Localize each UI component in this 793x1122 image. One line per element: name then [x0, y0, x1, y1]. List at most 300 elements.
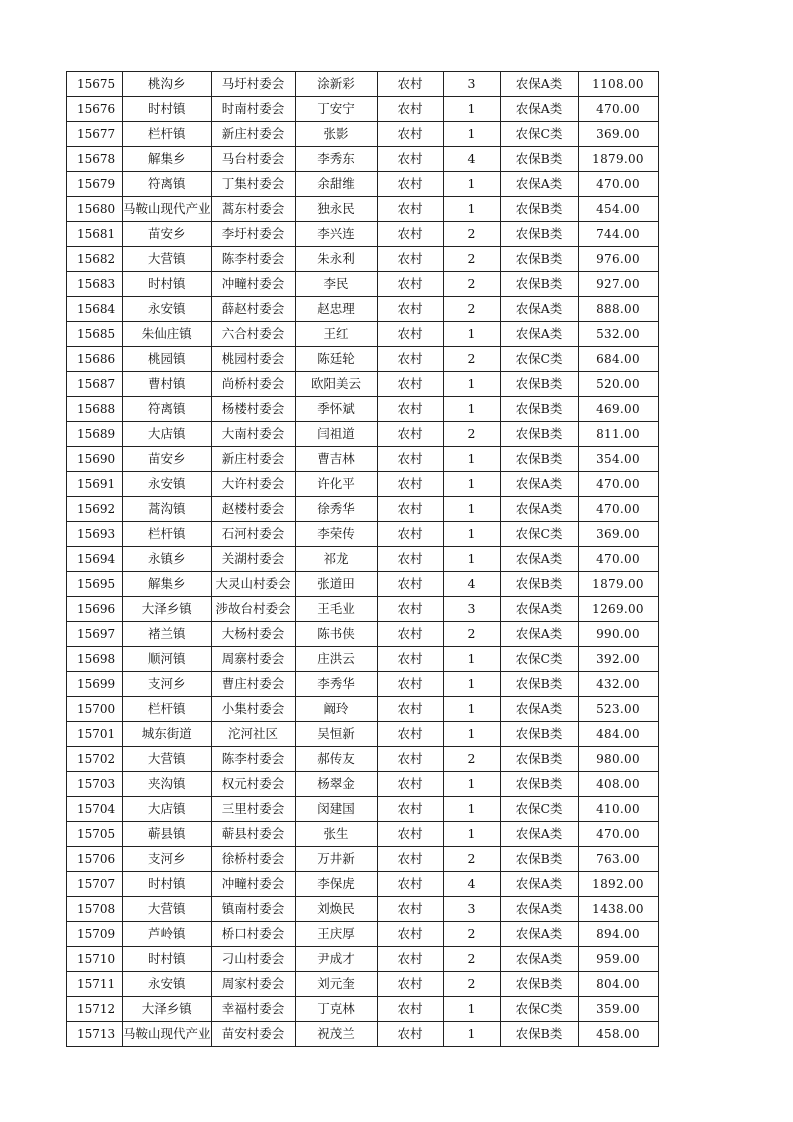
table-row [67, 747, 659, 772]
amount-cell: 804.00 [578, 972, 658, 997]
village-committee-cell: 苗安村委会 [211, 1022, 295, 1047]
amount-cell: 1438.00 [578, 897, 658, 922]
household-count-cell: 1 [443, 697, 500, 722]
village-committee-cell: 赵楼村委会 [211, 497, 295, 522]
village-committee-cell: 马台村委会 [211, 147, 295, 172]
table-row [67, 972, 659, 997]
table-row [67, 397, 659, 422]
township-cell: 解集乡 [123, 147, 212, 172]
insurance-category-cell: 农保A类 [500, 872, 578, 897]
table-row [67, 522, 659, 547]
record-id-cell: 15694 [67, 547, 123, 572]
township-cell: 大泽乡镇 [123, 597, 212, 622]
table-row [67, 847, 659, 872]
insurance-category-cell: 农保B类 [500, 447, 578, 472]
village-committee-cell: 桥口村委会 [211, 922, 295, 947]
name-cell: 曹吉林 [295, 447, 377, 472]
insurance-category-cell: 农保B类 [500, 222, 578, 247]
residence-type-cell: 农村 [377, 147, 443, 172]
record-id-cell: 15682 [67, 247, 123, 272]
residence-type-cell: 农村 [377, 697, 443, 722]
name-cell: 李荣传 [295, 522, 377, 547]
insurance-category-cell: 农保B类 [500, 847, 578, 872]
name-cell: 祁龙 [295, 547, 377, 572]
insurance-category-cell: 农保A类 [500, 172, 578, 197]
table-body [67, 72, 659, 1047]
village-committee-cell: 时南村委会 [211, 97, 295, 122]
name-cell: 李秀华 [295, 672, 377, 697]
household-count-cell: 1 [443, 547, 500, 572]
residence-type-cell: 农村 [377, 447, 443, 472]
table-row [67, 1022, 659, 1047]
village-committee-cell: 关湖村委会 [211, 547, 295, 572]
residence-type-cell: 农村 [377, 297, 443, 322]
village-committee-cell: 李圩村委会 [211, 222, 295, 247]
amount-cell: 354.00 [578, 447, 658, 472]
record-id-cell: 15690 [67, 447, 123, 472]
residence-type-cell: 农村 [377, 897, 443, 922]
insurance-category-cell: 农保C类 [500, 647, 578, 672]
township-cell: 大营镇 [123, 747, 212, 772]
insurance-category-cell: 农保C类 [500, 797, 578, 822]
amount-cell: 458.00 [578, 1022, 658, 1047]
village-committee-cell: 小集村委会 [211, 697, 295, 722]
amount-cell: 359.00 [578, 997, 658, 1022]
amount-cell: 408.00 [578, 772, 658, 797]
village-committee-cell: 大许村委会 [211, 472, 295, 497]
amount-cell: 1879.00 [578, 572, 658, 597]
village-committee-cell: 丁集村委会 [211, 172, 295, 197]
record-id-cell: 15712 [67, 997, 123, 1022]
record-id-cell: 15685 [67, 322, 123, 347]
township-cell: 桃园镇 [123, 347, 212, 372]
name-cell: 李秀东 [295, 147, 377, 172]
name-cell: 祝茂兰 [295, 1022, 377, 1047]
table-row [67, 322, 659, 347]
name-cell: 丁克林 [295, 997, 377, 1022]
township-cell: 大营镇 [123, 247, 212, 272]
household-count-cell: 1 [443, 197, 500, 222]
amount-cell: 927.00 [578, 272, 658, 297]
township-cell: 马鞍山现代产业 [123, 197, 212, 222]
township-cell: 大营镇 [123, 897, 212, 922]
township-cell: 时村镇 [123, 947, 212, 972]
household-count-cell: 3 [443, 597, 500, 622]
insurance-category-cell: 农保B类 [500, 147, 578, 172]
record-id-cell: 15688 [67, 397, 123, 422]
amount-cell: 959.00 [578, 947, 658, 972]
residence-type-cell: 农村 [377, 97, 443, 122]
village-committee-cell: 镇南村委会 [211, 897, 295, 922]
household-count-cell: 4 [443, 572, 500, 597]
name-cell: 万井新 [295, 847, 377, 872]
insurance-category-cell: 农保B类 [500, 372, 578, 397]
village-committee-cell: 石河村委会 [211, 522, 295, 547]
amount-cell: 894.00 [578, 922, 658, 947]
township-cell: 芦岭镇 [123, 922, 212, 947]
household-count-cell: 2 [443, 297, 500, 322]
table-row [67, 597, 659, 622]
township-cell: 大店镇 [123, 797, 212, 822]
household-count-cell: 2 [443, 747, 500, 772]
record-id-cell: 15680 [67, 197, 123, 222]
table-row [67, 472, 659, 497]
village-committee-cell: 陈李村委会 [211, 747, 295, 772]
township-cell: 支河乡 [123, 672, 212, 697]
township-cell: 夹沟镇 [123, 772, 212, 797]
household-count-cell: 1 [443, 397, 500, 422]
amount-cell: 369.00 [578, 522, 658, 547]
residence-type-cell: 农村 [377, 222, 443, 247]
name-cell: 李兴连 [295, 222, 377, 247]
village-committee-cell: 尚桥村委会 [211, 372, 295, 397]
residence-type-cell: 农村 [377, 422, 443, 447]
household-count-cell: 2 [443, 847, 500, 872]
residence-type-cell: 农村 [377, 347, 443, 372]
name-cell: 张生 [295, 822, 377, 847]
amount-cell: 1892.00 [578, 872, 658, 897]
table-row [67, 272, 659, 297]
insurance-category-cell: 农保B类 [500, 722, 578, 747]
township-cell: 曹村镇 [123, 372, 212, 397]
insurance-category-cell: 农保A类 [500, 822, 578, 847]
residence-type-cell: 农村 [377, 497, 443, 522]
name-cell: 独永民 [295, 197, 377, 222]
household-count-cell: 2 [443, 247, 500, 272]
insurance-category-cell: 农保B类 [500, 397, 578, 422]
record-id-cell: 15706 [67, 847, 123, 872]
record-id-cell: 15705 [67, 822, 123, 847]
township-cell: 栏杆镇 [123, 122, 212, 147]
village-committee-cell: 沱河社区 [211, 722, 295, 747]
township-cell: 永镇乡 [123, 547, 212, 572]
data-table [66, 71, 659, 1047]
record-id-cell: 15687 [67, 372, 123, 397]
table-row [67, 422, 659, 447]
residence-type-cell: 农村 [377, 972, 443, 997]
name-cell: 王毛业 [295, 597, 377, 622]
amount-cell: 410.00 [578, 797, 658, 822]
household-count-cell: 2 [443, 922, 500, 947]
amount-cell: 684.00 [578, 347, 658, 372]
residence-type-cell: 农村 [377, 672, 443, 697]
name-cell: 尹成才 [295, 947, 377, 972]
township-cell: 时村镇 [123, 97, 212, 122]
village-committee-cell: 蒿东村委会 [211, 197, 295, 222]
residence-type-cell: 农村 [377, 722, 443, 747]
village-committee-cell: 周家村委会 [211, 972, 295, 997]
name-cell: 刘元奎 [295, 972, 377, 997]
insurance-category-cell: 农保A类 [500, 72, 578, 97]
amount-cell: 811.00 [578, 422, 658, 447]
residence-type-cell: 农村 [377, 872, 443, 897]
name-cell: 朱永利 [295, 247, 377, 272]
township-cell: 桃沟乡 [123, 72, 212, 97]
amount-cell: 888.00 [578, 297, 658, 322]
residence-type-cell: 农村 [377, 272, 443, 297]
amount-cell: 454.00 [578, 197, 658, 222]
household-count-cell: 3 [443, 72, 500, 97]
residence-type-cell: 农村 [377, 572, 443, 597]
household-count-cell: 2 [443, 222, 500, 247]
township-cell: 大泽乡镇 [123, 997, 212, 1022]
village-committee-cell: 刁山村委会 [211, 947, 295, 972]
amount-cell: 470.00 [578, 172, 658, 197]
residence-type-cell: 农村 [377, 997, 443, 1022]
insurance-category-cell: 农保B类 [500, 1022, 578, 1047]
township-cell: 朱仙庄镇 [123, 322, 212, 347]
village-committee-cell: 马圩村委会 [211, 72, 295, 97]
residence-type-cell: 农村 [377, 372, 443, 397]
table-row [67, 247, 659, 272]
name-cell: 阚玲 [295, 697, 377, 722]
township-cell: 解集乡 [123, 572, 212, 597]
township-cell: 栏杆镇 [123, 697, 212, 722]
village-committee-cell: 大杨村委会 [211, 622, 295, 647]
residence-type-cell: 农村 [377, 772, 443, 797]
insurance-category-cell: 农保B类 [500, 247, 578, 272]
household-count-cell: 1 [443, 797, 500, 822]
record-id-cell: 15710 [67, 947, 123, 972]
record-id-cell: 15695 [67, 572, 123, 597]
table-row [67, 997, 659, 1022]
household-count-cell: 2 [443, 972, 500, 997]
table-row [67, 647, 659, 672]
record-id-cell: 15704 [67, 797, 123, 822]
insurance-category-cell: 农保A类 [500, 497, 578, 522]
village-committee-cell: 六合村委会 [211, 322, 295, 347]
residence-type-cell: 农村 [377, 947, 443, 972]
table-row [67, 872, 659, 897]
household-count-cell: 4 [443, 872, 500, 897]
village-committee-cell: 新庄村委会 [211, 122, 295, 147]
township-cell: 栏杆镇 [123, 522, 212, 547]
amount-cell: 1108.00 [578, 72, 658, 97]
table-row [67, 897, 659, 922]
residence-type-cell: 农村 [377, 647, 443, 672]
insurance-category-cell: 农保A类 [500, 947, 578, 972]
residence-type-cell: 农村 [377, 72, 443, 97]
insurance-category-cell: 农保A类 [500, 597, 578, 622]
record-id-cell: 15713 [67, 1022, 123, 1047]
village-committee-cell: 曹庄村委会 [211, 672, 295, 697]
residence-type-cell: 农村 [377, 472, 443, 497]
township-cell: 大店镇 [123, 422, 212, 447]
township-cell: 蒿沟镇 [123, 497, 212, 522]
name-cell: 陈书侠 [295, 622, 377, 647]
name-cell: 刘焕民 [295, 897, 377, 922]
insurance-category-cell: 农保A类 [500, 472, 578, 497]
insurance-category-cell: 农保B类 [500, 272, 578, 297]
household-count-cell: 1 [443, 647, 500, 672]
village-committee-cell: 薛赵村委会 [211, 297, 295, 322]
record-id-cell: 15696 [67, 597, 123, 622]
record-id-cell: 15677 [67, 122, 123, 147]
village-committee-cell: 冲疃村委会 [211, 272, 295, 297]
table-row [67, 722, 659, 747]
township-cell: 顺河镇 [123, 647, 212, 672]
township-cell: 永安镇 [123, 472, 212, 497]
insurance-category-cell: 农保A类 [500, 897, 578, 922]
table-row [67, 97, 659, 122]
record-id-cell: 15676 [67, 97, 123, 122]
residence-type-cell: 农村 [377, 122, 443, 147]
amount-cell: 470.00 [578, 822, 658, 847]
insurance-category-cell: 农保A类 [500, 922, 578, 947]
amount-cell: 1879.00 [578, 147, 658, 172]
record-id-cell: 15692 [67, 497, 123, 522]
record-id-cell: 15691 [67, 472, 123, 497]
township-cell: 苗安乡 [123, 222, 212, 247]
table-row [67, 697, 659, 722]
table-row [67, 547, 659, 572]
record-id-cell: 15679 [67, 172, 123, 197]
amount-cell: 980.00 [578, 747, 658, 772]
insurance-category-cell: 农保C类 [500, 522, 578, 547]
name-cell: 李保虎 [295, 872, 377, 897]
household-count-cell: 1 [443, 822, 500, 847]
residence-type-cell: 农村 [377, 247, 443, 272]
household-count-cell: 2 [443, 422, 500, 447]
amount-cell: 990.00 [578, 622, 658, 647]
amount-cell: 1269.00 [578, 597, 658, 622]
village-committee-cell: 陈李村委会 [211, 247, 295, 272]
household-count-cell: 1 [443, 672, 500, 697]
village-committee-cell: 新庄村委会 [211, 447, 295, 472]
amount-cell: 392.00 [578, 647, 658, 672]
amount-cell: 976.00 [578, 247, 658, 272]
name-cell: 涂新彩 [295, 72, 377, 97]
township-cell: 蕲县镇 [123, 822, 212, 847]
amount-cell: 369.00 [578, 122, 658, 147]
household-count-cell: 1 [443, 1022, 500, 1047]
household-count-cell: 3 [443, 897, 500, 922]
household-count-cell: 1 [443, 722, 500, 747]
amount-cell: 523.00 [578, 697, 658, 722]
record-id-cell: 15675 [67, 72, 123, 97]
amount-cell: 470.00 [578, 547, 658, 572]
residence-type-cell: 农村 [377, 847, 443, 872]
village-committee-cell: 徐桥村委会 [211, 847, 295, 872]
household-count-cell: 2 [443, 947, 500, 972]
township-cell: 永安镇 [123, 972, 212, 997]
amount-cell: 532.00 [578, 322, 658, 347]
record-id-cell: 15683 [67, 272, 123, 297]
record-id-cell: 15703 [67, 772, 123, 797]
name-cell: 余甜维 [295, 172, 377, 197]
table-row [67, 72, 659, 97]
township-cell: 支河乡 [123, 847, 212, 872]
residence-type-cell: 农村 [377, 522, 443, 547]
record-id-cell: 15698 [67, 647, 123, 672]
table-row [67, 447, 659, 472]
table-row [67, 947, 659, 972]
insurance-category-cell: 农保C类 [500, 122, 578, 147]
village-committee-cell: 大灵山村委会 [211, 572, 295, 597]
amount-cell: 470.00 [578, 97, 658, 122]
amount-cell: 470.00 [578, 497, 658, 522]
name-cell: 吴恒新 [295, 722, 377, 747]
township-cell: 时村镇 [123, 272, 212, 297]
insurance-category-cell: 农保B类 [500, 772, 578, 797]
table-row [67, 197, 659, 222]
table-row [67, 822, 659, 847]
household-count-cell: 1 [443, 522, 500, 547]
township-cell: 马鞍山现代产业 [123, 1022, 212, 1047]
record-id-cell: 15697 [67, 622, 123, 647]
household-count-cell: 1 [443, 497, 500, 522]
residence-type-cell: 农村 [377, 622, 443, 647]
table-row [67, 122, 659, 147]
village-committee-cell: 蕲县村委会 [211, 822, 295, 847]
name-cell: 闵建国 [295, 797, 377, 822]
record-id-cell: 15693 [67, 522, 123, 547]
table-row [67, 772, 659, 797]
record-id-cell: 15678 [67, 147, 123, 172]
township-cell: 褚兰镇 [123, 622, 212, 647]
household-count-cell: 1 [443, 97, 500, 122]
record-id-cell: 15700 [67, 697, 123, 722]
household-count-cell: 2 [443, 347, 500, 372]
table-row [67, 172, 659, 197]
record-id-cell: 15701 [67, 722, 123, 747]
insurance-category-cell: 农保A类 [500, 97, 578, 122]
village-committee-cell: 幸福村委会 [211, 997, 295, 1022]
table-row [67, 672, 659, 697]
record-id-cell: 15689 [67, 422, 123, 447]
insurance-category-cell: 农保C类 [500, 347, 578, 372]
township-cell: 永安镇 [123, 297, 212, 322]
name-cell: 王庆厚 [295, 922, 377, 947]
record-id-cell: 15699 [67, 672, 123, 697]
insurance-category-cell: 农保B类 [500, 197, 578, 222]
residence-type-cell: 农村 [377, 172, 443, 197]
household-count-cell: 4 [443, 147, 500, 172]
amount-cell: 744.00 [578, 222, 658, 247]
household-count-cell: 1 [443, 772, 500, 797]
household-count-cell: 2 [443, 622, 500, 647]
record-id-cell: 15711 [67, 972, 123, 997]
name-cell: 张道田 [295, 572, 377, 597]
record-id-cell: 15681 [67, 222, 123, 247]
name-cell: 李民 [295, 272, 377, 297]
table-row [67, 297, 659, 322]
insurance-category-cell: 农保B类 [500, 672, 578, 697]
insurance-category-cell: 农保A类 [500, 697, 578, 722]
residence-type-cell: 农村 [377, 397, 443, 422]
household-count-cell: 1 [443, 997, 500, 1022]
insurance-category-cell: 农保B类 [500, 972, 578, 997]
residence-type-cell: 农村 [377, 822, 443, 847]
household-count-cell: 2 [443, 272, 500, 297]
name-cell: 陈廷轮 [295, 347, 377, 372]
village-committee-cell: 周寨村委会 [211, 647, 295, 672]
insurance-category-cell: 农保A类 [500, 297, 578, 322]
record-id-cell: 15708 [67, 897, 123, 922]
township-cell: 符离镇 [123, 172, 212, 197]
name-cell: 郝传友 [295, 747, 377, 772]
township-cell: 苗安乡 [123, 447, 212, 472]
name-cell: 庄洪云 [295, 647, 377, 672]
record-id-cell: 15684 [67, 297, 123, 322]
amount-cell: 470.00 [578, 472, 658, 497]
residence-type-cell: 农村 [377, 1022, 443, 1047]
household-count-cell: 1 [443, 172, 500, 197]
table-row [67, 572, 659, 597]
record-id-cell: 15702 [67, 747, 123, 772]
insurance-category-cell: 农保A类 [500, 547, 578, 572]
amount-cell: 520.00 [578, 372, 658, 397]
